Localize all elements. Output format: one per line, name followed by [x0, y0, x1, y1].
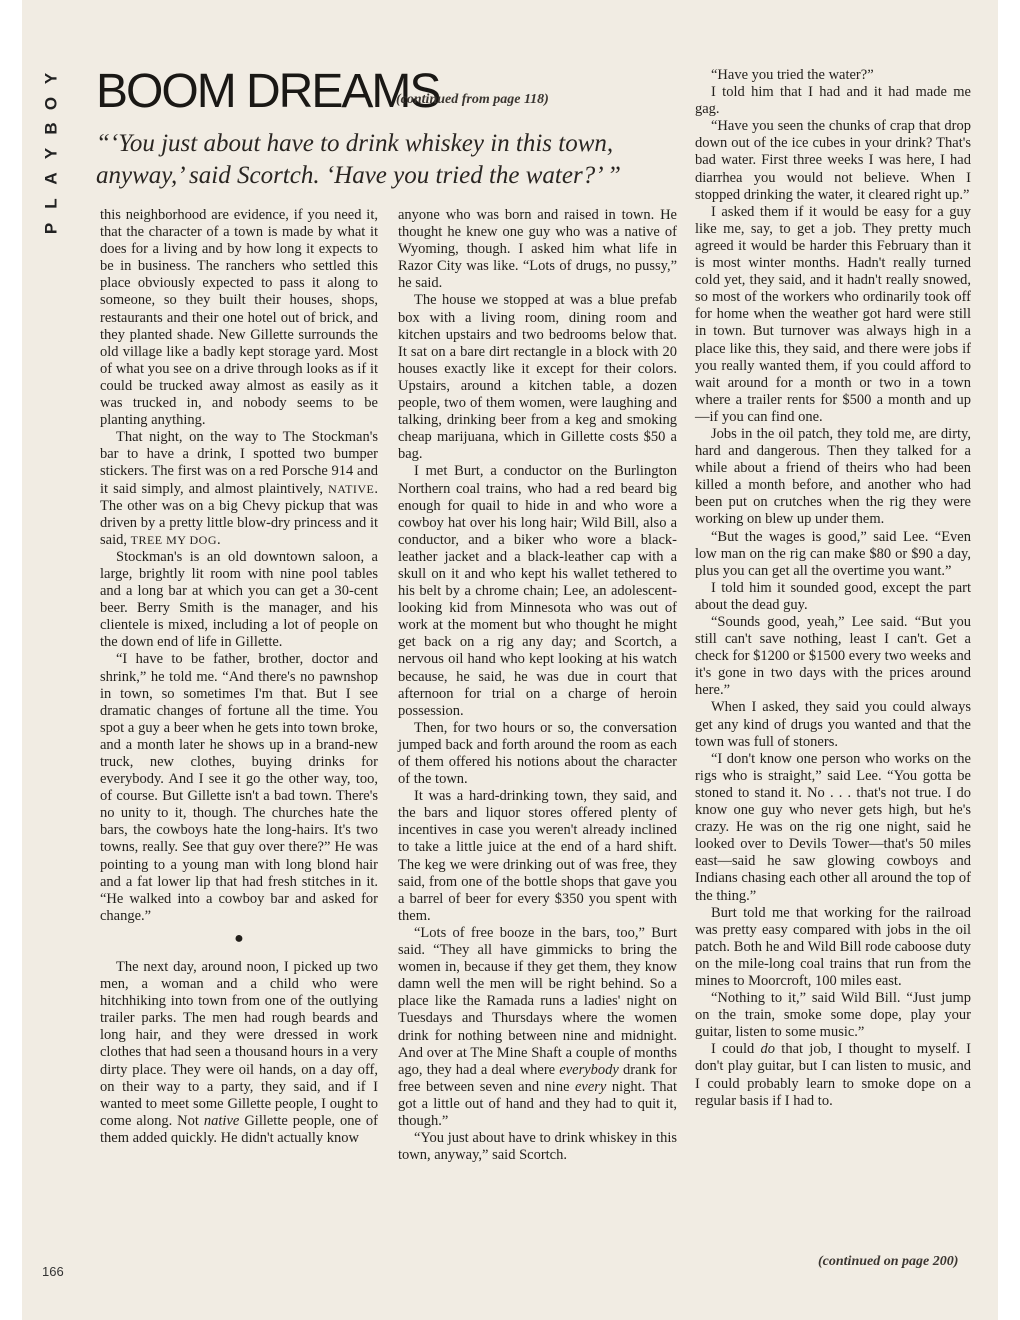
paragraph: this neighborhood are evidence, if you need it, that the character of a town is made by what it does for a living and by how long it expects to be in business. The ranchers who settled this place obviously expected to pass it along to someone, so they built their houses, shops, restaurants and their one hotel out of brick, and they planted shade. New Gillette surrounds the old village like a badly kept storage yard. Most of what you see on a drive through looks as if it could be trucked away almost as easily as it was trucked in, and nobody seems to be planting anything.	[100, 207, 378, 429]
article-column-3	[695, 67, 971, 1110]
paragraph: Burt told me that working for the railroad was pretty easy compared with jobs in the oil patch. Both he and Wild Bill rode caboose duty on the mile-long coal trains that run from the mines to Moorcroft, 100 miles east.	[695, 904, 971, 989]
paragraph: “Have you tried the water?”	[711, 67, 874, 83]
paragraph: Stockman's is an old downtown saloon, a large, brightly lit room with nine pool tables and a long bar at which you can get a 30-cent beer. Berry Smith is the manager, and his clientele is mixed, including a lot of people on the down end of life in Gillette.	[100, 548, 378, 651]
paragraph: “I don't know one person who works on the rigs who is straight,” said Lee. “You gotta be stoned to stand it. No . . . that's not true. I do know one guy who never gets high, but he's crazy. He was on the rig one night, said he looked over to Devils Tower—that's 50 miles east—said he saw glowing cowboys and Indians chasing each other all around the top of the thing.”	[695, 750, 971, 904]
paragraph: “Have you seen the chunks of crap that drop down out of the ice cubes in your drink? That's bad water. First three weeks I was here, I had diarrhea you would not believe. When I stopped drinking the water, it cleared right up.”	[695, 118, 971, 203]
paragraph: “But the wages is good,” said Lee. “Even low man on the rig can make $80 or $90 a day, plus you can get all the overtime you want.”	[695, 528, 971, 579]
paragraph: I met Burt, a conductor on the Burlington Northern coal trains, who had a red beard big enough for quail to hide in and who wore a cowboy hat over his long hair; Wild Bill, also a conductor, and a biker who wore a black-leather jacket and a black-leather cap with a skull on it and who kept his wallet tethered to his belt by a chrome chain; Lee, an adolescent-looking kid from Minnesota who was out of work at the moment but who thought he might get back on a rig any day; and Scortch, a nervous oil hand who kept looking at his watch because, he said, he was due in court that afternoon for trial on a charge of heroin possession.	[398, 463, 677, 719]
magazine-name-vertical: Y O B Y A L P	[41, 72, 61, 235]
article-column-1	[100, 207, 378, 1147]
continued-from-note: (continued from page 118)	[396, 92, 549, 107]
article-headline: BOOM DREAMS	[96, 65, 440, 118]
paragraph: “Lots of free booze in the bars, too,” Burt said. “They all have gimmicks to bring the women in, because if they get them, they know damn well the men will be right behind. So a place like the Ramada runs a ladies' night on Tuesdays and Thursdays where the women drink for nothing between nine and midnight. And over at The Mine Shaft a couple of months ago, they had a deal where everybody drank for free between seven and nine every night. That got a little out of hand and they had to quit it, though.”	[398, 924, 678, 1129]
continued-on-note: (continued on page 200)	[818, 1254, 959, 1269]
paragraph: I asked them if it would be easy for a guy like me, say, to get a job. They pretty much agreed it would be harder this February than it is most winter months. Hadn't really turned cold yet, they said, and it hadn't really snowed, so most of the workers who ordinarily took off for home when the weather got hard were still in town. But turnover was always high in a place like this, they said, and there were jobs if you really wanted them, if you could afford to wait around for a month or two in a town where a trailer rents for $500 a month and up—if you can find one.	[695, 203, 971, 425]
paragraph: anyone who was born and raised in town. He thought he knew one guy who was a native of Wyoming, though. I asked him what life in Razor City was like. “Lots of drugs, no pussy,” he said.	[398, 207, 677, 292]
paragraph: Then, for two hours or so, the conversation jumped back and forth around the room as each of them offered his notions about the character of the town.	[398, 719, 677, 788]
page-number: 166	[42, 1264, 64, 1279]
article-column-2	[398, 207, 677, 1164]
paragraph: I told him that I had and it had made me gag.	[695, 84, 971, 118]
pull-quote: “‘You just about have to drink whiskey in this town, anyway,’ said Scortch. ‘Have you tried the water?’ ”	[96, 130, 621, 189]
paragraph: The next day, around noon, I picked up two men, a woman and a child who were hitchhiking into town from one of the outlying trailer parks. The men had rough beards and long hair, and they were dressed in work clothes that had seen a thousand hours in a very dirty place. They were oil hands, on a day off, on their way to a party, they said, and if I wanted to meet some Gillette people, I ought to come along. Not native Gillette people, one of them added quickly. He didn't actually know	[100, 958, 378, 1146]
paragraph: “Sounds good, yeah,” Lee said. “But you still can't save nothing, least I can't. Get a check for $1200 or $1500 every two weeks and it's gone in two days with the prices around here.”	[695, 614, 971, 699]
paragraph: Jobs in the oil patch, they told me, are dirty, hard and dangerous. Then they talked for a while about a friend of theirs who had been killed a month before, and another who had been put on crutches when the rig they were working on blew up under them.	[695, 425, 971, 528]
paragraph: “Nothing to it,” said Wild Bill. “Just jump on the train, smoke some dope, play your guitar, listen to some music.”	[695, 990, 971, 1041]
paragraph: It was a hard-drinking town, they said, and the bars and liquor stores offered plenty of incentives in case you weren't already inclined to take a little juice at the end of a hard shift. The keg we were drinking out of was free, they said, from one of the bottle shops that gave you a barrel of beer for every $350 you spent with them.	[398, 788, 677, 924]
paragraph: “I have to be father, brother, doctor and shrink,” he told me. “And there's no pawnshop in town, so sometimes I'm that. But I see dramatic changes of fortune all the time. You spot a guy a beer when he gets into town broke, and a month later he shows up in a brand-new truck, new clothes, buying drinks for everybody. And I see it go the other way, too, of course. But Gillette isn't a bad town. There's no unity to it, though. The churches hate the bars, the cowboys hate the long-hairs. It's two towns, really. See that guy over there?” He was pointing to a young man with long blond hair and a fat lower lip that had fresh stitches in it. “He walked into a cowboy bar and asked for change.”	[100, 651, 378, 924]
section-break-bullet: ●	[234, 929, 244, 947]
paragraph: When I asked, they said you could always get any kind of drugs you wanted and that the town was full of stoners.	[695, 699, 971, 750]
bumper-sticker-text: NATIVE	[328, 481, 375, 496]
bumper-sticker-text: TREE MY DOG	[130, 532, 217, 547]
paragraph: The house we stopped at was a blue prefab box with a living room, dining room and kitchen upstairs and two bedrooms below that. It sat on a bare dirt rectangle in a block with 20 houses exactly like it except for their colors. Upstairs, around a kitchen table, a dozen people, two of them women, were laughing and talking, drinking beer from a keg and smoking cheap marijuana, which in Gillette costs $50 a bag.	[398, 292, 677, 463]
paragraph: I told him it sounded good, except the part about the dead guy.	[695, 579, 971, 613]
paragraph: “You just about have to drink whiskey in this town, anyway,” said Scortch.	[398, 1130, 677, 1164]
paragraph: That night, on the way to The Stockman's bar to have a drink, I spotted two bumper stickers. The first was on a red Porsche 914 and it said simply, and almost plaintively, NATIVE. The other was on a big Chevy pickup that was driven by a pretty little blow-dry princess and it said, TREE MY DOG.	[100, 429, 379, 548]
paragraph: I could do that job, I thought to myself. I don't play guitar, but I can listen to music, and I could probably learn to smoke dope on a regular basis if I had to.	[695, 1041, 972, 1109]
